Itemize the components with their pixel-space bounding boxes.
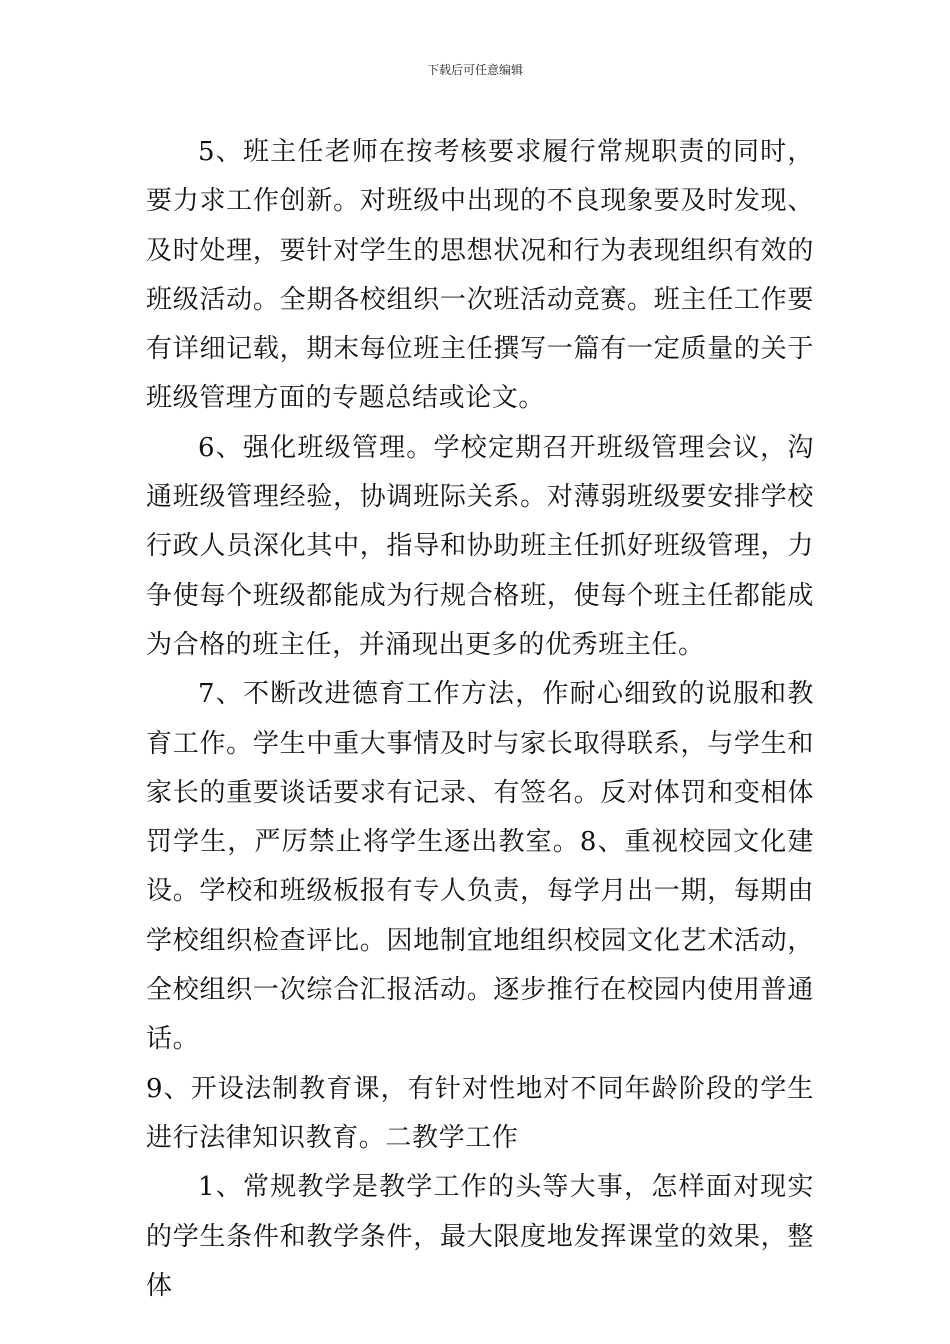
document-body	[146, 128, 814, 1311]
paragraph-6: 6、强化班级管理。学校定期召开班级管理会议，沟通班级管理经验，协调班际关系。对薄弱班级要安排学校行政人员深化其中，指导和协助班主任抓好班级管理，力争使每个班级都能成为行规合格班，使每个班主任都能成为合格的班主任，并涌现出更多的优秀班主任。	[146, 432, 814, 660]
paragraph-9: 9、开设法制教育课，有针对性地对不同年龄阶段的学生进行法律知识教育。二教学工作	[146, 1073, 814, 1153]
paragraph-7-8: 7、不断改进德育工作方法，作耐心细致的说服和教育工作。学生中重大事情及时与家长取得联系，与学生和家长的重要谈话要求有记录、有签名。反对体罚和变相体罚学生，严厉禁止将学生逐出教室。8、重视校园文化建设。学校和班级板报有专人负责，每学月出一期，每期由学校组织检查评比。因地制宜地组织校园文化艺术活动，全校组织一次综合汇报活动。逐步推行在校园内使用普通话。	[146, 679, 814, 1055]
paragraph-5: 5、班主任老师在按考核要求履行常规职责的同时，要力求工作创新。对班级中出现的不良现象要及时发现、及时处理，要针对学生的思想状况和行为表现组织有效的班级活动。全期各校组织一次班活动竞赛。班主任工作要有详细记载，期末每位班主任撰写一篇有一定质量的关于班级管理方面的专题总结或论文。	[146, 137, 814, 414]
paragraph-teaching-1: 1、常规教学是教学工作的头等大事，怎样面对现实的学生条件和教学条件，最大限度地发挥课堂的效果，整体	[146, 1172, 814, 1301]
page-header: 下载后可任意编辑	[426, 63, 523, 77]
